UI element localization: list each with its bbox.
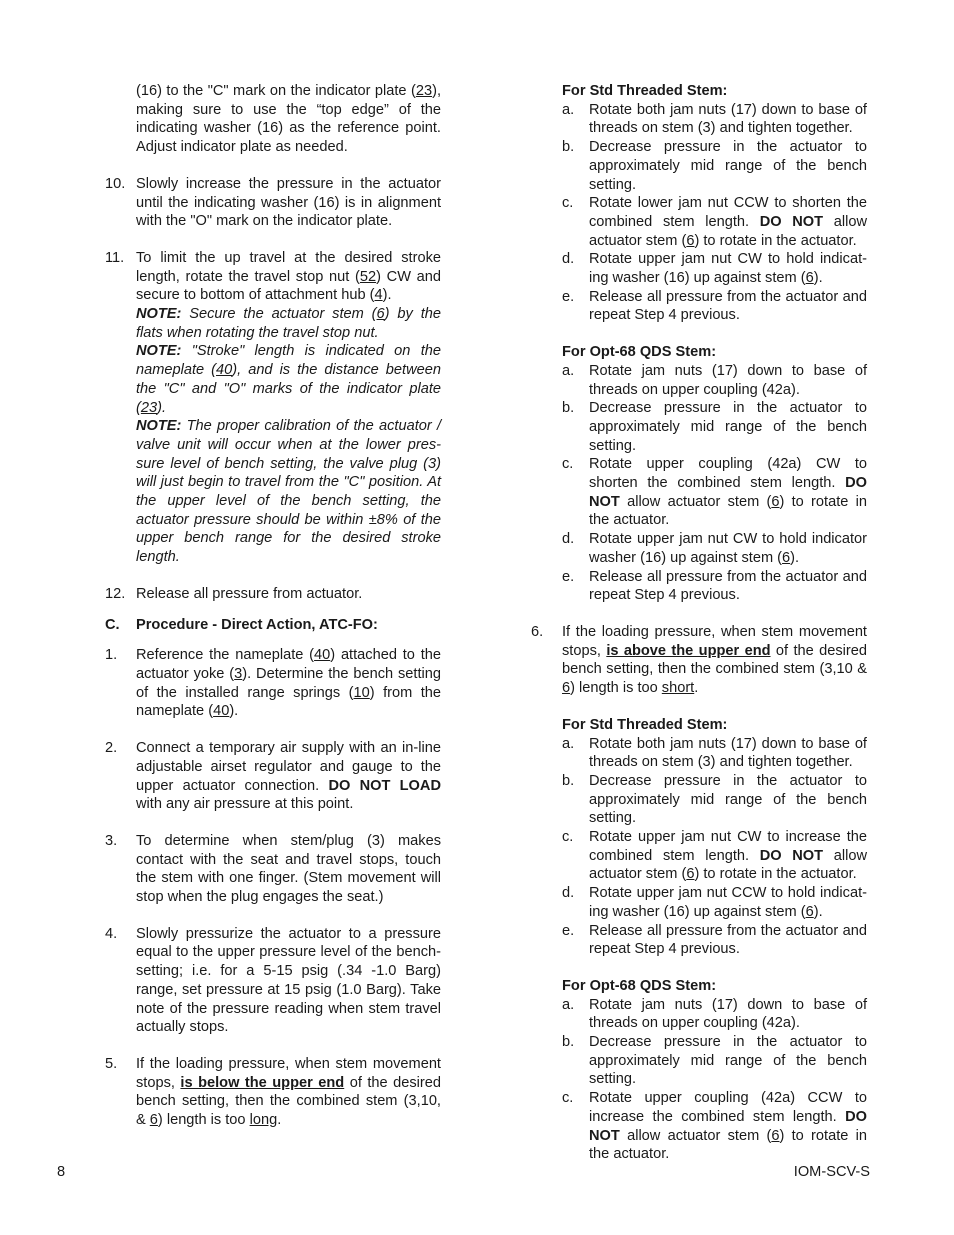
substep: d. Rotate upper jam nut CW to hold indicator washer (16) up against stem (6). [562, 531, 867, 566]
reference-number: 3 [234, 665, 243, 682]
reference-number: 6 [805, 270, 814, 287]
c-step-2 [105, 739, 441, 814]
emphasis-word: short [661, 680, 695, 697]
document-code: IOM-SCV-S [793, 1164, 870, 1180]
subsection-heading: For Std Threaded Stem: [562, 83, 728, 99]
substep: e. Release all pressure from the actuator and repeat Step 4 previous. [562, 288, 867, 324]
step-number: 6. [531, 623, 544, 640]
step-number: 2. [105, 740, 118, 757]
substep: a. Rotate both jam nuts (17) down to base of threads on stem (3) and tighten together. [562, 101, 867, 137]
step-9-continuation: (16) to the "C" mark on the indicator plate (23), making sure to use the “top edge” of the indicating washer (16) as the reference point. Adjust indicator plate as needed. [136, 83, 441, 156]
emphasis-word: long [249, 1112, 278, 1129]
reference-number: 6 [376, 306, 385, 323]
step-text: Slowly increase the pressure in the actuator until the indicating washer (16) is in alignment with the "O" mark on the indicator plate. [136, 175, 441, 230]
substep: b. Decrease pressure in the actuator to approximately mid range of the bench setting. [562, 139, 867, 193]
step-text: Slowly pressurize the actuator to a pressure equal to the upper pressure level of the bench-setting; i.e. for a 5-15 psig (.34 -1.0 Barg) range, set pressure at 15 psig (1.0 Barg). Take note of the pressure reading when stem travel actually stops. [136, 925, 441, 1036]
substep: b. Decrease pressure in the actuator to approximately mid range of the bench setting. [562, 772, 867, 827]
warning-text: DO NOT [759, 213, 824, 230]
step-number: 3. [105, 832, 118, 849]
substep: a. Rotate both jam nuts (17) down to base of threads on stem (3) and tighten together. [562, 735, 867, 771]
step-number: 10. [105, 175, 126, 192]
reference-number: 6 [562, 680, 571, 697]
warning-text: DO NOT LOAD [328, 777, 441, 794]
c-step-5 [105, 1055, 441, 1130]
note-3: NOTE: The proper calibration of the actuator / valve unit will occur when at the lower pres-sure level of bench setting, the valve plug (3) will just begin to travel from the "C" position. At the upper level of the bench setting, the actuator pressure should be within ±8% of the upper bench range for the desired stroke length. [136, 418, 441, 566]
c-step-4 [105, 925, 441, 1037]
step-text: To limit the up travel at the desired stroke length, rotate the travel stop nut (52) CW and secure to bottom of attachment hub (4). [136, 249, 441, 304]
reference-number: 6 [686, 232, 695, 249]
step-text: To determine when stem/plug (3) makes contact with the seat and travel stops, touch the stem with one finger. (Stem movement will stop when the plug engages the seat.) [136, 832, 441, 906]
section-c-heading [105, 616, 441, 635]
subsection-heading: For Opt-68 QDS Stem: [562, 344, 717, 361]
reference-number: 6 [149, 1112, 158, 1129]
step-number: 12. [105, 585, 126, 602]
substep: d. Rotate upper jam nut CCW to hold indicat-ing washer (16) up against stem (6). [562, 885, 867, 920]
c-step-3 [105, 832, 441, 907]
substep: e. Release all pressure from the actuator and repeat Step 4 previous. [562, 922, 867, 958]
substep: d. Rotate upper jam nut CW to hold indicat-ing washer (16) up against stem (6). [562, 251, 867, 287]
right-column [531, 82, 867, 1164]
note-1: NOTE: Secure the actuator stem (6) by the flats when rotating the travel stop nut. [136, 306, 441, 341]
note-2: NOTE: "Stroke" length is indicated on the nameplate (40), and is the distance between the "C" and "O" marks of the indicator plate (23). [136, 343, 441, 416]
reference-number: 23 [415, 83, 433, 99]
reference-number: 6 [805, 903, 814, 920]
c-step-1 [105, 646, 441, 721]
step-11 [105, 249, 441, 567]
step-number: 5. [105, 1055, 118, 1072]
step-text: Connect a temporary air supply with an in-line adjustable airset regulator and gauge to the upper actuator connection. DO NOT LOAD with any air pressure at this point. [136, 740, 441, 813]
reference-number: 23 [140, 399, 158, 416]
reference-number: 6 [686, 866, 695, 883]
subsection-heading: For Std Threaded Stem: [562, 716, 728, 733]
substep: c. Rotate upper jam nut CW to increase the combined stem length. DO NOT allow actuator stem (6) to rotate in the actuator. [562, 829, 867, 883]
section-title: Procedure - Direct Action, ATC-FO: [136, 616, 378, 633]
substep: a. Rotate jam nuts (17) down to base of threads on upper coupling (42a). [562, 996, 867, 1032]
section-letter: C. [105, 616, 120, 633]
emphasis-text: is above the upper end [606, 642, 771, 659]
step-text: If the loading pressure, when stem movement stops, is above the upper end of the desired bench setting, then the combined stem (3,10 & 6) length is too short. [562, 623, 867, 697]
substep: e. Release all pressure from the actuator and repeat Step 4 previous. [562, 568, 867, 604]
subsection-heading: For Opt-68 QDS Stem: [562, 977, 717, 994]
step-number: 4. [105, 925, 118, 942]
substep: b. Decrease pressure in the actuator to approximately mid range of the bench setting. [562, 1034, 867, 1088]
step-number: 1. [105, 647, 118, 664]
reference-number: 4 [374, 287, 383, 304]
substep: c. Rotate upper coupling (42a) CCW to increase the combined stem length. DO NOT allow actuator stem (6) to rotate in the actuator. [562, 1090, 867, 1163]
reference-number: 40 [213, 703, 230, 720]
warning-text: DO NOT [759, 847, 824, 864]
warning-text: DO NOT [589, 475, 867, 510]
substep: a. Rotate jam nuts (17) down to base of threads on upper coupling (42a). [562, 362, 867, 398]
reference-number: 6 [771, 1127, 780, 1144]
step-10 [105, 175, 441, 231]
step-text: If the loading pressure, when stem movement stops, is below the upper end of the desired bench setting, then the combined stem (3,10, & 6) length is too long. [136, 1055, 441, 1129]
c-step-6 [531, 623, 867, 698]
reference-number: 10 [353, 684, 370, 701]
step-12 [105, 585, 441, 604]
substep: c. Rotate lower jam nut CCW to shorten the combined stem length. DO NOT allow actuator stem (6) to rotate in the actuator. [562, 195, 867, 249]
emphasis-text: is below the upper end [180, 1074, 345, 1091]
substep: c. Rotate upper coupling (42a) CW to shorten the combined stem length. DO NOT allow actuator stem (6) to rotate in the actuator. [562, 456, 867, 529]
warning-text: DO NOT [589, 1108, 867, 1144]
step-number: 11. [105, 249, 125, 266]
reference-number: 52 [359, 268, 377, 285]
reference-number: 40 [314, 647, 331, 664]
reference-number: 40 [216, 362, 233, 379]
left-column [105, 82, 441, 1130]
step-text: Reference the nameplate (40) attached to the actuator yoke (3). Determine the bench setting of the installed range springs (10) from the nameplate (40). [136, 647, 442, 720]
substep: b. Decrease pressure in the actuator to approximately mid range of the bench setting. [562, 400, 867, 454]
step-text: Release all pressure from actuator. [136, 585, 363, 602]
reference-number: 6 [771, 493, 780, 510]
reference-number: 6 [782, 549, 791, 566]
page-number: 8 [57, 1164, 66, 1180]
